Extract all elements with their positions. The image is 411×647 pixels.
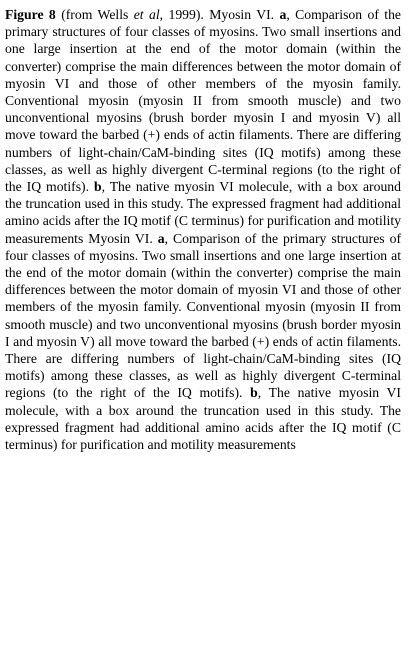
panel-label-a-repeat: a [157, 230, 165, 246]
panel-text-a-repeat: , Comparison of the primary structures of four classes of myosins. Two small insertions and one large insertion at the end of the motor domain (within the converter) comprise the main differences between the motor domain of myosin VI and those of other members of the myosin family. Conventional myosin (myosin II from smooth muscle) and two unconventional myosins (brush border myosin I and myosin V) all move toward the barbed (+) ends of actin filaments. There are differing numbers of light-chain/CaM-binding sites (IQ motifs) among these classes, as well as highly divergent C-terminal regions (to the right of the IQ motifs). [5, 230, 401, 401]
panel-text-a: , Comparison of the primary structures of four classes of myosins. Two small insertions and one large insertion at the end of the motor domain (within the converter) comprise the main differences between the motor domain of myosin VI and those of other members of the myosin family. Conventional myosin (myosin II from smooth muscle) and two unconventional myosins (brush border myosin I and myosin V) all move toward the barbed (+) ends of actin filaments. There are differing numbers of light-chain/CaM-binding sites (IQ motifs) among these classes, as well as highly divergent C-terminal regions (to the right of the IQ motifs). [5, 7, 402, 195]
figure-label: Figure 8 [5, 7, 56, 22]
source-prefix: (from Wells [61, 7, 134, 22]
figure-caption [5, 6, 401, 453]
panel-text-b: , The native myosin VI molecule, with a box around the truncation used in this study. The expressed fragment had additional amino acids after the IQ motif (C terminus) for purification and motility measurements Myosin VI. [5, 179, 401, 246]
panel-label-b: b [93, 179, 102, 195]
panel-text-b-repeat: , The native myosin VI molecule, with a box around the truncation used in this study. The expressed fragment had additional amino acids after the IQ motif (C terminus) for purification and motility measurements [5, 385, 401, 453]
panel-label-a: a [279, 7, 287, 22]
source-suffix: , 1999). Myosin VI. [159, 7, 280, 22]
panel-label-b-repeat: b [250, 385, 258, 401]
source-etal: et al [133, 7, 160, 22]
